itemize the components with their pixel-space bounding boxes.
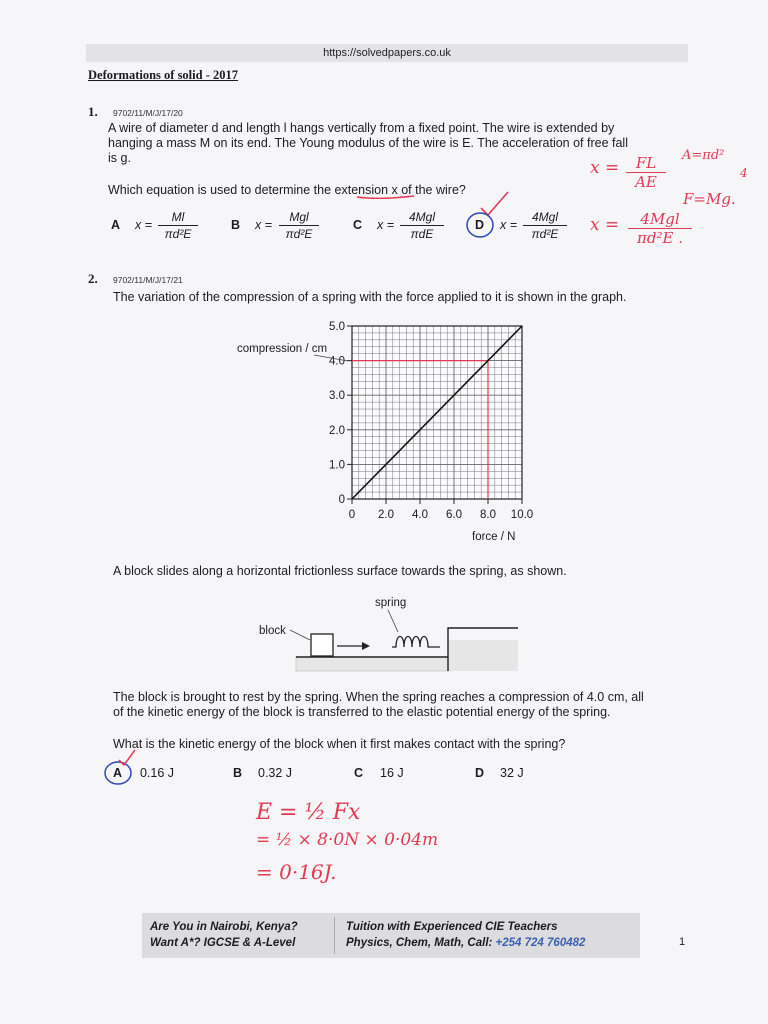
q2-hand-line-2: = ½ × 8·0N × 0·04m <box>256 830 439 850</box>
q2-option-a-value: 0.16 J <box>140 766 175 780</box>
q2-check-icon <box>119 750 135 765</box>
q1-hand-result-num: 4Mgl <box>628 210 692 229</box>
question-1-code: 9702/11/M/J/17/20 <box>113 108 183 118</box>
footer-divider <box>334 917 335 954</box>
question-1-line-1: A wire of diameter d and length l hangs vertically from a fixed point. The wire is extended by <box>108 121 615 135</box>
chart-x-tick-label: 2.0 <box>378 509 394 521</box>
question-1-number: 1. <box>88 104 98 119</box>
compression-force-chart <box>314 321 533 521</box>
q2-hand-line-3: = 0·16J. <box>256 860 337 884</box>
page-number: 1 <box>679 936 686 948</box>
q2-hand-line-1: E = ½ Fx <box>256 800 361 825</box>
question-1-prompt: Which equation is used to determine the extension x of the wire? <box>108 183 466 197</box>
q2-option-c-value: 16 J <box>380 766 404 780</box>
question-2-para-2: of the kinetic energy of the block is transferred to the elastic potential energy of the spring. <box>113 705 611 719</box>
q2-option-b-value: 0.32 J <box>258 766 293 780</box>
q1-hand-area: A=πd² <box>682 148 725 163</box>
q1-option-c-letter[interactable]: C <box>353 218 363 232</box>
chart-y-tick-label: 0 <box>338 494 345 506</box>
q1-hand-force: F=Mg. <box>683 190 736 208</box>
wall-hatch <box>448 640 518 671</box>
source-url[interactable]: https://solvedpapers.co.uk <box>86 44 688 62</box>
page-title: Deformations of solid - 2017 <box>88 68 238 82</box>
question-2-intro: The variation of the compression of a spring with the force applied to it is shown in the graph. <box>113 290 627 304</box>
block-spring-diagram <box>290 610 518 671</box>
chart-y-tick-label: 4.0 <box>329 355 345 368</box>
question-1-line-3: is g. <box>108 151 131 165</box>
chart-x-tick-label: 8.0 <box>480 509 496 521</box>
q1-option-d-num: 4Mgl <box>523 210 567 226</box>
question-2-code: 9702/11/M/J/17/21 <box>113 275 183 285</box>
q1-option-b-num: Mgl <box>279 210 319 226</box>
chart-x-tick-label: 0 <box>348 509 356 521</box>
block-shape <box>311 634 333 656</box>
q2-answer-circle-icon <box>105 762 131 784</box>
diagram-spring-label: spring <box>375 597 407 609</box>
q2-option-d-value: 32 J <box>500 766 524 780</box>
q1-hand-result-lhs: x = <box>590 215 620 235</box>
q2-option-b-letter[interactable]: B <box>233 766 243 780</box>
velocity-arrowhead-icon <box>362 642 370 650</box>
chart-x-tick-label: 10.0 <box>510 509 534 521</box>
diagram-block-label: block <box>259 625 286 637</box>
footer-right-line-1: Tuition with Experienced CIE Teachers <box>346 921 558 933</box>
footer-right-line-2 <box>346 935 585 951</box>
chart-x-tick-label: 4.0 <box>412 509 428 521</box>
q1-option-a-lhs: x = <box>135 218 153 232</box>
footer-left-line-2: Want A*? IGCSE & A-Level <box>150 937 296 949</box>
q1-option-a-num: Ml <box>158 210 198 226</box>
q2-option-d-letter[interactable]: D <box>475 766 485 780</box>
question-2-block-text: A block slides along a horizontal frictionless surface towards the spring, as shown. <box>113 564 567 578</box>
q1-answer-circle-icon <box>467 213 493 237</box>
question-2-prompt: What is the kinetic energy of the block when it first makes contact with the spring? <box>113 737 566 751</box>
q1-option-a-den: πd²E <box>164 227 192 241</box>
q1-option-a-letter[interactable]: A <box>111 218 121 232</box>
q1-option-b-lhs: x = <box>255 218 273 232</box>
footer-right <box>346 919 585 951</box>
q1-option-c-den: πdE <box>410 227 434 241</box>
chart-ylabel: compression / cm <box>237 343 328 355</box>
block-leader-line <box>290 630 310 640</box>
chart-y-tick-label: 2.0 <box>329 424 345 437</box>
q1-option-b-letter[interactable]: B <box>231 218 241 232</box>
footer-phone[interactable]: +254 724 760482 <box>495 937 586 949</box>
chart-y-tick-label: 3.0 <box>329 390 345 403</box>
q1-check-icon <box>481 192 508 215</box>
chart-y-tick-label: 5.0 <box>329 321 345 333</box>
chart-xlabel: force / N <box>472 531 516 543</box>
q1-hand-eq1-num: FL <box>626 154 666 173</box>
q1-option-b-den: πd²E <box>285 227 313 241</box>
q1-hand-result-den: πd²E . <box>637 229 683 247</box>
q1-hand-eq1-den: AE <box>635 173 657 191</box>
q1-hand-area-den: 4 <box>740 166 748 180</box>
spring-leader-line <box>388 610 398 632</box>
question-1-line-2: hanging a mass M on its end. The Young modulus of the wire is E. The acceleration of free fall <box>108 136 628 150</box>
question-2-para-1: The block is brought to rest by the spring. When the spring reaches a compression of 4.0 cm, all <box>113 690 644 704</box>
q1-option-d-den: πd²E <box>531 227 559 241</box>
q1-option-c-num: 4Mgl <box>400 210 444 226</box>
chart-y-tick-label: 1.0 <box>329 459 345 472</box>
q1-underline-mark <box>357 196 414 198</box>
footer-left <box>150 919 298 951</box>
spring-coil-icon <box>392 637 440 648</box>
q2-option-a-letter[interactable]: A <box>113 766 123 780</box>
q1-option-c-lhs: x = <box>377 218 395 232</box>
q1-option-d-letter[interactable]: D <box>475 218 485 232</box>
q1-option-d-lhs: x = <box>500 218 518 232</box>
q1-hand-eq1-lhs: x = <box>590 158 620 178</box>
footer-left-line-1: Are You in Nairobi, Kenya? <box>150 921 298 933</box>
question-2-number: 2. <box>88 271 98 286</box>
footer-banner <box>142 913 640 958</box>
floor-hatch <box>296 657 448 671</box>
chart-x-tick-label: 6.0 <box>446 509 462 521</box>
q2-option-c-letter[interactable]: C <box>354 766 364 780</box>
footer-call-label: Physics, Chem, Math, Call: <box>346 937 496 949</box>
